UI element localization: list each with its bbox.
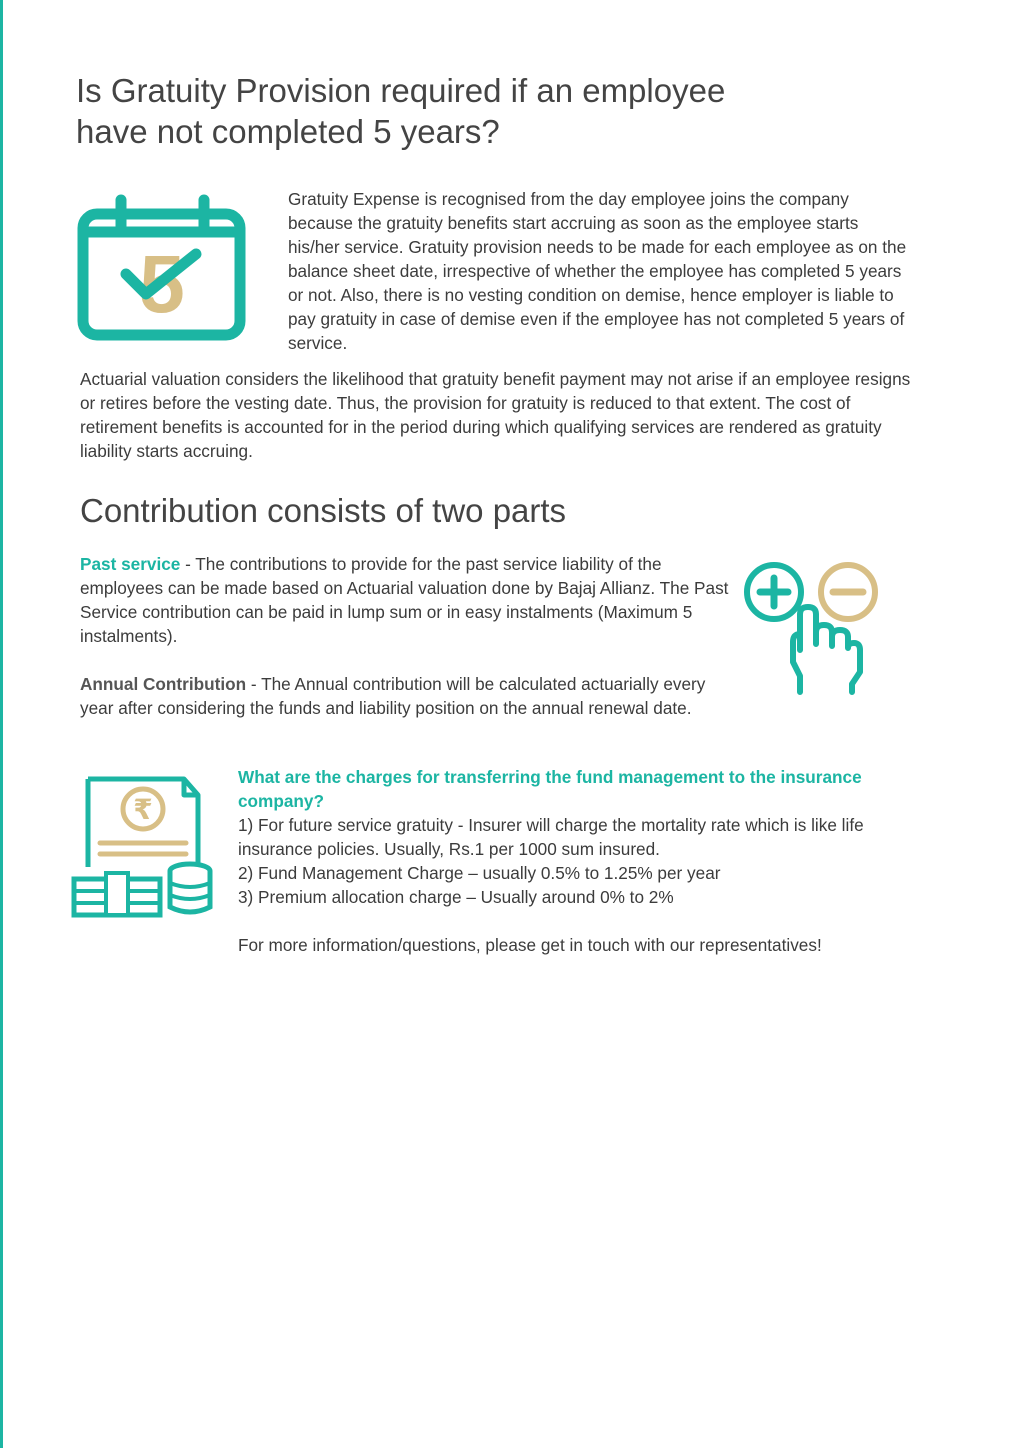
- actuarial-valuation-paragraph: Actuarial valuation considers the likelihood that gratuity benefit payment may not arise if an employee resigns or retires before the vesting date. Thus, the provision for gratuity is reduced to that extent. The cost of retirement benefits is accounted for in the period during which qualifying services are rendered as gratuity liability starts accruing.: [80, 369, 911, 461]
- rupee-symbol: ₹: [133, 793, 153, 826]
- closing-note: For more information/questions, please get in touch with our representatives!: [238, 935, 822, 955]
- annual-contribution-label: Annual Contribution: [80, 674, 247, 694]
- past-service-text: - The contributions to provide for the past service liability of the employees can be made based on Actuarial valuation done by Bajaj Allianz. The Past Service contribution can be paid in lump sum or in easy instalments (Maximum 5 instalments).: [80, 554, 729, 646]
- plus-minus-hand-icon: [738, 558, 884, 700]
- section-title-contribution: Contribution consists of two parts: [80, 492, 567, 529]
- calendar-check-icon: [76, 192, 248, 344]
- charges-section: [238, 765, 918, 909]
- left-accent-rule: [0, 0, 3, 1448]
- annual-contribution-text: - The Annual contribution will be calculated actuarially every year after considering the funds and liability position on the annual renewal date.: [80, 674, 706, 718]
- charge-item-2: 2) Fund Management Charge – usually 0.5% to 1.25% per year: [238, 863, 721, 883]
- gratuity-intro-paragraph: Gratuity Expense is recognised from the day employee joins the company because the gratuity benefits start accruing as soon as the employee starts his/her service. Gratuity provision needs to be made for each employee as on the balance sheet date, irrespective of whether the employee has completed 5 years or not. Also, there is no vesting condition on demise, hence employer is liable to pay gratuity in case of demise even if the employee has not completed 5 years of service.: [288, 189, 907, 353]
- charge-item-3: 3) Premium allocation charge – Usually around 0% to 2%: [238, 887, 674, 907]
- charge-item-1: 1) For future service gratuity - Insurer will charge the mortality rate which is like life insurance policies. Usually, Rs.1 per 1000 sum insured.: [238, 815, 864, 859]
- rupee-document-money-icon: [70, 775, 216, 921]
- section-title-gratuity-provision: Is Gratuity Provision required if an employee have not completed 5 years?: [76, 72, 726, 150]
- annual-contribution-paragraph: [80, 672, 720, 720]
- past-service-label: Past service: [80, 554, 181, 574]
- calendar-number: 5: [139, 239, 185, 330]
- charges-question: What are the charges for transferring the fund management to the insurance company?: [238, 767, 862, 811]
- past-service-paragraph: [80, 552, 740, 648]
